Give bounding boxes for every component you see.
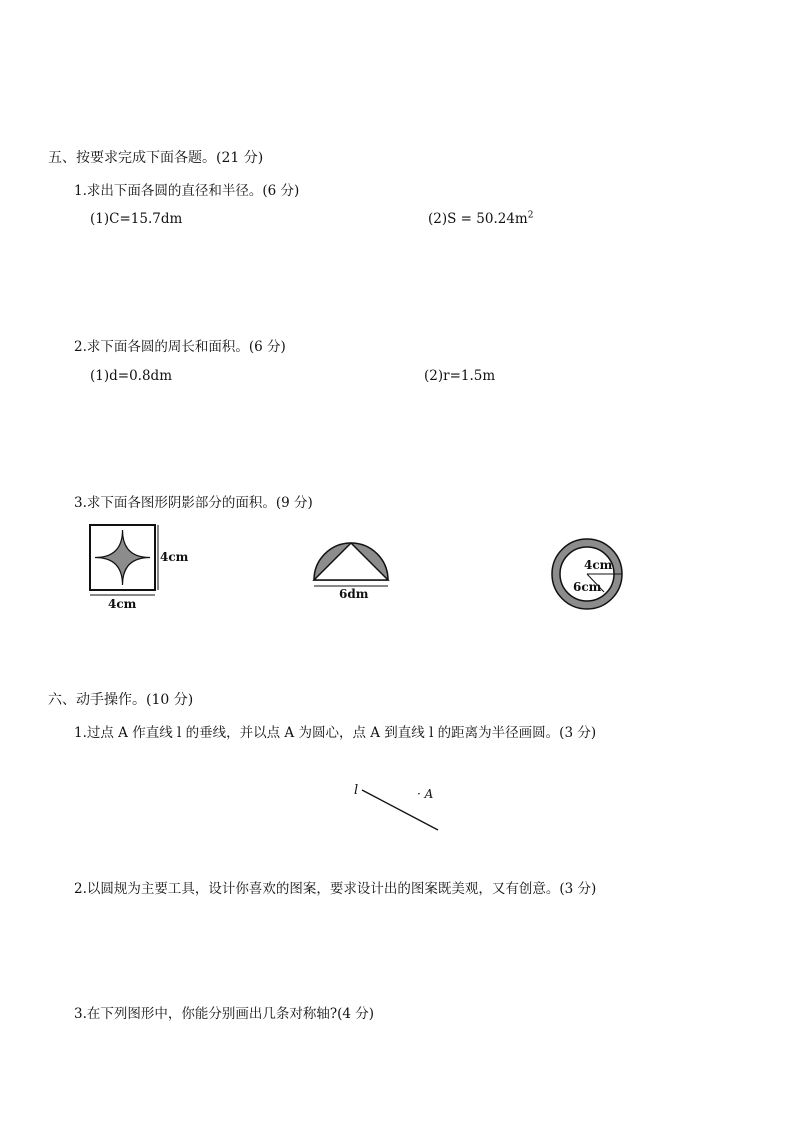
point-a-label: · A [417, 787, 434, 801]
question-5-2-part-b: (2)r=1.5m [424, 368, 496, 384]
question-6-2: 2.以圆规为主要工具，设计你喜欢的图案，要求设计出的图案既美观，又有创意。(3 分) [74, 881, 597, 897]
figure-line-and-point [350, 778, 470, 848]
bottom-label: 4cm [108, 597, 137, 611]
question-5-3: 3.求下面各图形阴影部分的面积。(9 分) [74, 495, 313, 511]
question-5-2: 2.求下面各圆的周长和面积。(6 分) [74, 339, 286, 355]
superscript: 2 [527, 210, 534, 221]
outer-radius-label: 6cm [573, 580, 602, 594]
section-6-title: 六、动手操作。(10 分) [48, 692, 194, 708]
question-6-3: 3.在下列图形中，你能分别画出几条对称轴?(4 分) [74, 1006, 375, 1022]
question-5-2-part-a: (1)d=0.8dm [90, 368, 172, 384]
question-5-1-part-a: (1)C=15.7dm [90, 211, 183, 227]
diameter-label: 6dm [339, 587, 369, 601]
question-6-1: 1.过点 A 作直线 l 的垂线，并以点 A 为圆心，点 A 到直线 l 的距离为半径画圆。(3 分) [74, 725, 597, 741]
line-l-label: l [354, 783, 359, 798]
side-label: 4cm [160, 550, 189, 564]
question-5-1-part-b-label: (2)S = 50.24m [428, 211, 528, 227]
figure-semicircle-triangle [308, 530, 408, 610]
figure-ring [544, 534, 634, 624]
question-5-1: 1.求出下面各圆的直径和半径。(6 分) [74, 183, 300, 199]
figure-square-quarter-circles [85, 522, 195, 612]
question-5-1-part-b [428, 211, 533, 227]
section-5-title: 五、按要求完成下面各题。(21 分) [48, 150, 264, 166]
inner-radius-label: 4cm [584, 558, 613, 572]
